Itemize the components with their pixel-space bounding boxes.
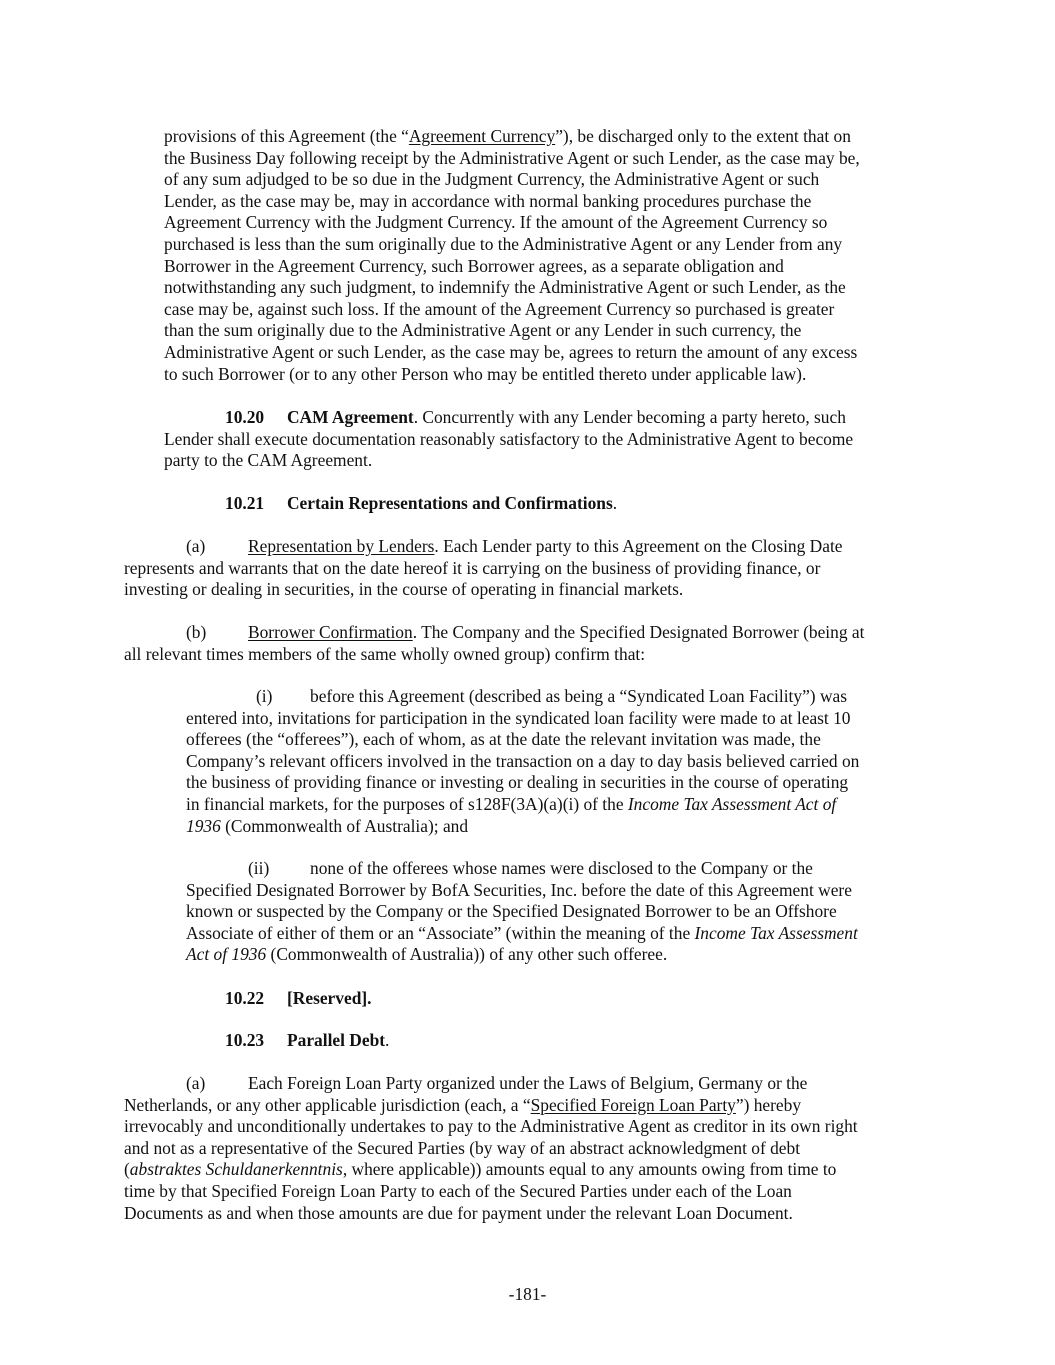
- subclause-i: (i) before this Agreement (described as being a “Syndicated Loan Facility”) was entered into, invitations for participation in the syndicated loan facility were made to at least 10 offerees (the “offerees”), each of whom, as at the date the relevant invitation was made, the Company’s relevant officers involved in the transaction on a day to day basis believed carried on the business of providing finance or investing or dealing in securities in the course of operating in financial markets, for the purposes of s128F(3A)(a)(i) of the Income Tax Assessment Act of 1936 (Commonwealth of Australia); and: [186, 686, 860, 836]
- text-line: notwithstanding any such judgment, to indemnify the Administrative Agent or such Lender, as the: [164, 277, 846, 298]
- text-line: Borrower in the Agreement Currency, such Borrower agrees, as a separate obligation and: [164, 255, 784, 276]
- text-line: known or suspected by the Company or the Specified Designated Borrower to be an Offshore: [186, 901, 837, 922]
- section-heading: Certain Representations and Confirmations: [287, 493, 613, 513]
- clause-10-23-a: (a) Each Foreign Loan Party organized under the Laws of Belgium, Germany or the Netherlands, or any other applicable jurisdiction (each, a “Specified Foreign Loan Party”) hereby irrevocably and unconditionally undertakes to pay to the Administrative Agent as creditor in its own right and not as a representative of the Secured Parties (by way of an abstract acknowledgment of debt (abstraktes Schuldanerkenntnis, where applicable)) amounts equal to any amounts owing from time to time by that Specified Foreign Loan Party to each of the Secured Parties under each of the Loan Documents as and when those amounts are due for payment under the relevant Loan Document.: [124, 1073, 858, 1223]
- text-line: Documents as and when those amounts are due for payment under the relevant Loan Document.: [124, 1202, 793, 1223]
- defined-term-specified-foreign-loan-party: Specified Foreign Loan Party: [530, 1094, 736, 1115]
- text-line: the business of providing finance or investing or dealing in securities in the course of operating: [186, 772, 849, 793]
- statute-title: Income Tax Assessment Act of: [627, 793, 837, 814]
- text-line: Administrative Agent or such Lender, as the case may be, agrees to return the amount of any excess: [164, 341, 858, 362]
- text-line: than the sum originally due to the Administrative Agent or any Lender in such currency, the: [164, 320, 802, 341]
- text-line: Specified Designated Borrower by BofA Securities, Inc. before the date of this Agreement were: [186, 879, 852, 900]
- text-line: purchased is less than the sum originally due to the Administrative Agent or any Lender from any: [164, 233, 843, 254]
- subclause-marker: (i): [256, 686, 273, 706]
- section-heading: CAM Agreement: [287, 407, 414, 427]
- text-line: case may be, against such loss. If the amount of the Agreement Currency so purchased is greater: [164, 298, 835, 319]
- section-10-22-heading: [225, 988, 372, 1010]
- section-10-23-heading: 10.23 Parallel Debt.: [225, 1030, 390, 1050]
- section-number: 10.20: [225, 407, 265, 427]
- text-line: of any sum adjudged to be so due in the Judgment Currency, the Administrative Agent or such: [164, 169, 820, 190]
- section-10-20: [164, 407, 853, 472]
- text-line: investing or dealing in securities, in the course of operating in financial markets.: [124, 579, 684, 600]
- text-line: the Business Day following receipt by the Administrative Agent or such Lender, as the case may be,: [164, 147, 860, 168]
- text-line: (abstraktes Schuldanerkenntnis, where applicable)) amounts equal to any amounts owing from time to: [124, 1159, 837, 1180]
- text-line: Associate of either of them or an “Associate” (within the meaning of the Income Tax Assessment: [186, 922, 858, 943]
- statute-title: Act of 1936: [186, 944, 267, 965]
- section-number: 10.23: [225, 1030, 265, 1050]
- clause-title: Representation by Lenders: [248, 536, 435, 556]
- text-line: provisions of this Agreement (the “Agreement Currency”), be discharged only to the extent that on: [164, 126, 851, 146]
- section-10-21-heading: 10.21 Certain Representations and Confirmations.: [225, 493, 618, 513]
- text-line: Netherlands, or any other applicable jurisdiction (each, a “Specified Foreign Loan Party”) hereby: [124, 1094, 802, 1115]
- clause-marker: (a): [186, 1073, 206, 1093]
- text-line: party to the CAM Agreement.: [164, 450, 373, 471]
- text-line: Lender shall execute documentation reasonably satisfactory to the Administrative Agent to become: [164, 428, 854, 449]
- section-number: 10.21: [225, 493, 265, 513]
- text-line: 1936 (Commonwealth of Australia); and: [186, 815, 469, 836]
- statute-title: 1936: [186, 815, 221, 836]
- text-line: and not as a representative of the Secured Parties (by way of an abstract acknowledgment of debt: [124, 1137, 801, 1158]
- paragraph-judgment-currency-continuation: [164, 126, 860, 385]
- section-heading: Parallel Debt: [287, 1030, 386, 1050]
- clause-marker: (b): [186, 622, 207, 642]
- subclause-ii: (ii) none of the offerees whose names were disclosed to the Company or the Specified Designated Borrower by BofA Securities, Inc. before the date of this Agreement were known or suspected by the Company or the Specified Designated Borrower to be an Offshore Associate of either of them or an “Associate” (within the meaning of the Income Tax Assessment Act of 1936 (Commonwealth of Australia)) of any other such offeree.: [186, 858, 858, 965]
- text-line: time by that Specified Foreign Loan Party to each of the Secured Parties under each of the Loan: [124, 1180, 792, 1201]
- german-term: abstraktes Schuldanerkenntnis: [129, 1159, 343, 1180]
- section-number: 10.22: [225, 988, 265, 1008]
- text-line: irrevocably and unconditionally undertakes to pay to the Administrative Agent as creditor in its own right: [124, 1116, 858, 1137]
- statute-title: Income Tax Assessment: [694, 922, 858, 943]
- page-number: -181-: [508, 1284, 547, 1304]
- text-line: represents and warrants that on the date hereof it is carrying on the business of providing finance, or: [124, 557, 821, 578]
- text-line: entered into, invitations for participation in the syndicated loan facility were made to at least 10: [186, 707, 851, 728]
- clause-10-21-b: (b) Borrower Confirmation. The Company and the Specified Designated Borrower (being at all relevant times members of the same wholly owned group) confirm that:: [124, 622, 865, 664]
- text-line: all relevant times members of the same wholly owned group) confirm that:: [124, 643, 646, 664]
- clause-10-21-a: (a) Representation by Lenders. Each Lender party to this Agreement on the Closing Date represents and warrants that on the date hereof it is carrying on the business of providing finance, or investing or dealing in securities, in the course of operating in financial markets.: [124, 536, 843, 600]
- clause-title: Borrower Confirmation: [248, 622, 413, 642]
- text-line: in financial markets, for the purposes of s128F(3A)(a)(i) of the Income Tax Assessment Act of: [186, 793, 837, 814]
- defined-term-agreement-currency: Agreement Currency: [408, 126, 556, 146]
- text-line: to such Borrower (or to any other Person who may be entitled thereto under applicable law).: [164, 363, 807, 384]
- subclause-marker: (ii): [248, 858, 270, 878]
- text-line: offerees (the “offerees”), each of whom, as at the date the relevant invitation was made, the: [186, 729, 821, 750]
- section-10-20-first-line: 10.20 CAM Agreement. Concurrently with any Lender becoming a party hereto, such: [225, 407, 846, 427]
- text-line: Agreement Currency with the Judgment Currency. If the amount of the Agreement Currency so: [164, 212, 828, 233]
- clause-marker: (a): [186, 536, 206, 556]
- text-line: Act of 1936 (Commonwealth of Australia)) of any other such offeree.: [186, 944, 668, 965]
- text-line: Company’s relevant officers involved in the transaction on a day to day basis believed carried on: [186, 750, 860, 771]
- section-heading: [Reserved].: [287, 988, 372, 1008]
- text-line: Lender, as the case may be, may in accordance with normal banking procedures purchase the: [164, 190, 812, 211]
